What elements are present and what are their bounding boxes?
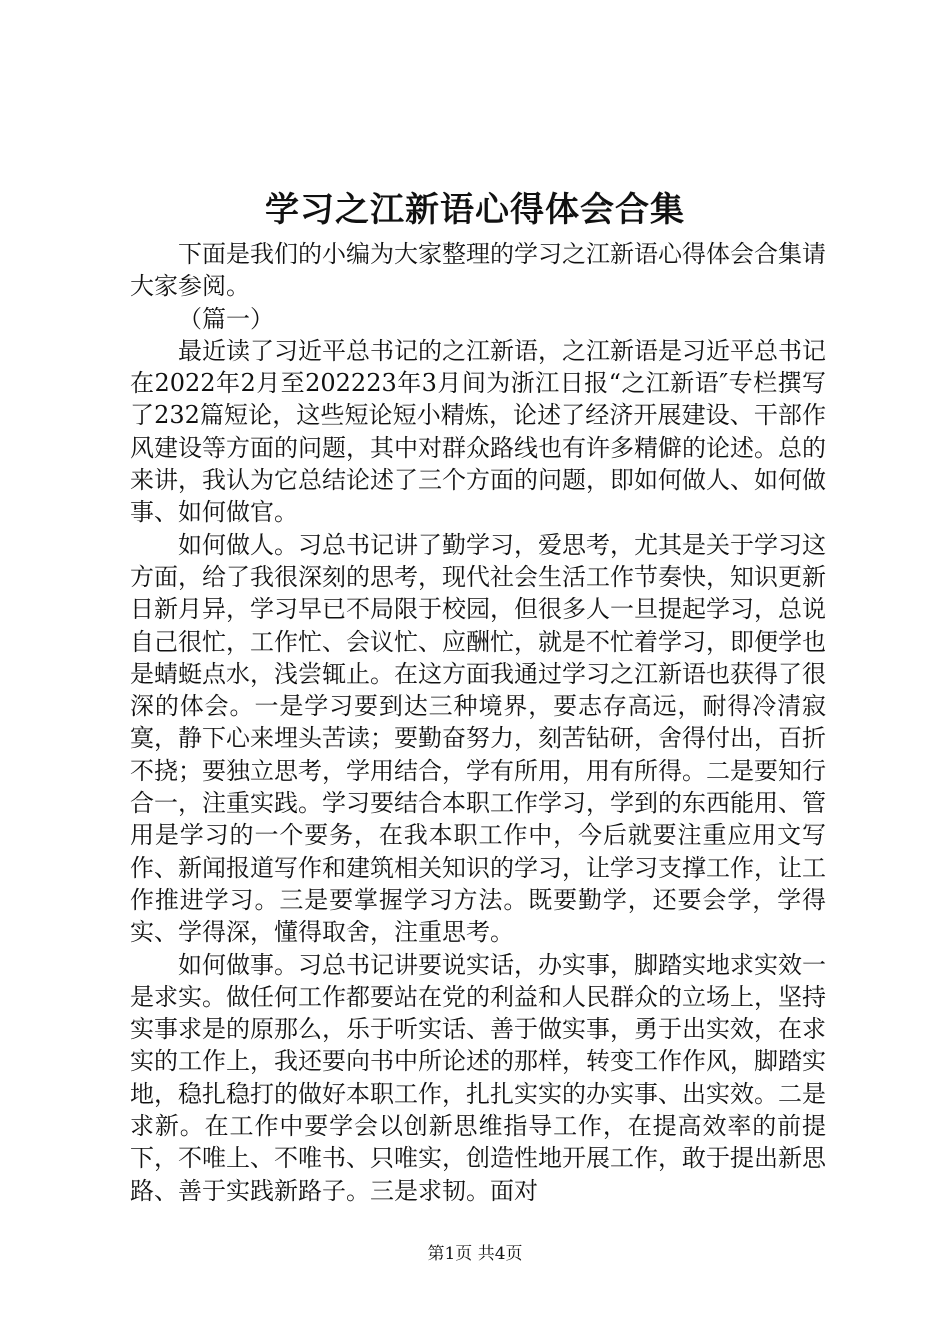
section-heading-part-one: （篇一） [178, 304, 274, 333]
document-body [130, 238, 826, 1207]
body-paragraph: 如何做事。习总书记讲要说实话，办实事，脚踏实地求实效一是求实。做任何工作都要站在党的利益和人民群众的立场上，坚持实事求是的原那么，乐于听实话、善于做实事，勇于出实效，在求实的工作上，我还要向书中所论述的那样，转变工作作风，脚踏实地，稳扎稳打的做好本职工作，扎扎实实的办实事、出实效。二是求新。在工作中要学会以创新思维指导工作，在提高效率的前提下，不唯上、不唯书、只唯实，创造性地开展工作，敢于提出新思路、善于实践新路子。三是求韧。面对 [130, 950, 826, 1205]
body-paragraph: 最近读了习近平总书记的之江新语，之江新语是习近平总书记在2022年2月至202223年3月间为浙江日报“之江新语″专栏撰写了232篇短论，这些短论短小精炼，论述了经济开展建设、干部作风建设等方面的问题，其中对群众路线也有许多精僻的论述。总的来讲，我认为它总结论述了三个方面的问题，即如何做人、如何做事、如何做官。 [130, 336, 826, 527]
document-title: 学习之江新语心得体会合集 [265, 190, 685, 230]
page-number-footer: 第1页 共4页 [427, 1244, 523, 1264]
body-paragraph: 如何做人。习总书记讲了勤学习，爱思考，尤其是关于学习这方面，给了我很深刻的思考，现代社会生活工作节奏快，知识更新日新月异，学习早已不局限于校园，但很多人一旦提起学习，总说自己很忙，工作忙、会议忙、应酬忙，就是不忙着学习，即便学也是蜻蜓点水，浅尝辄止。在这方面我通过学习之江新语也获得了很深的体会。一是学习要到达三种境界，要志存高远，耐得冷清寂寞，静下心来埋头苦读；要勤奋努力，刻苦钻研，舍得付出，百折不挠；要独立思考，学用结合，学有所用，用有所得。二是要知行合一，注重实践。学习要结合本职工作学习，学到的东西能用、管用是学习的一个要务，在我本职工作中，今后就要注重应用文写作、新闻报道写作和建筑相关知识的学习，让学习支撑工作，让工作推进学习。三是要掌握学习方法。既要勤学，还要会学，学得实、学得深，懂得取舍，注重思考。 [130, 530, 826, 947]
intro-paragraph: 下面是我们的小编为大家整理的学习之江新语心得体会合集请大家参阅。 [130, 240, 826, 301]
